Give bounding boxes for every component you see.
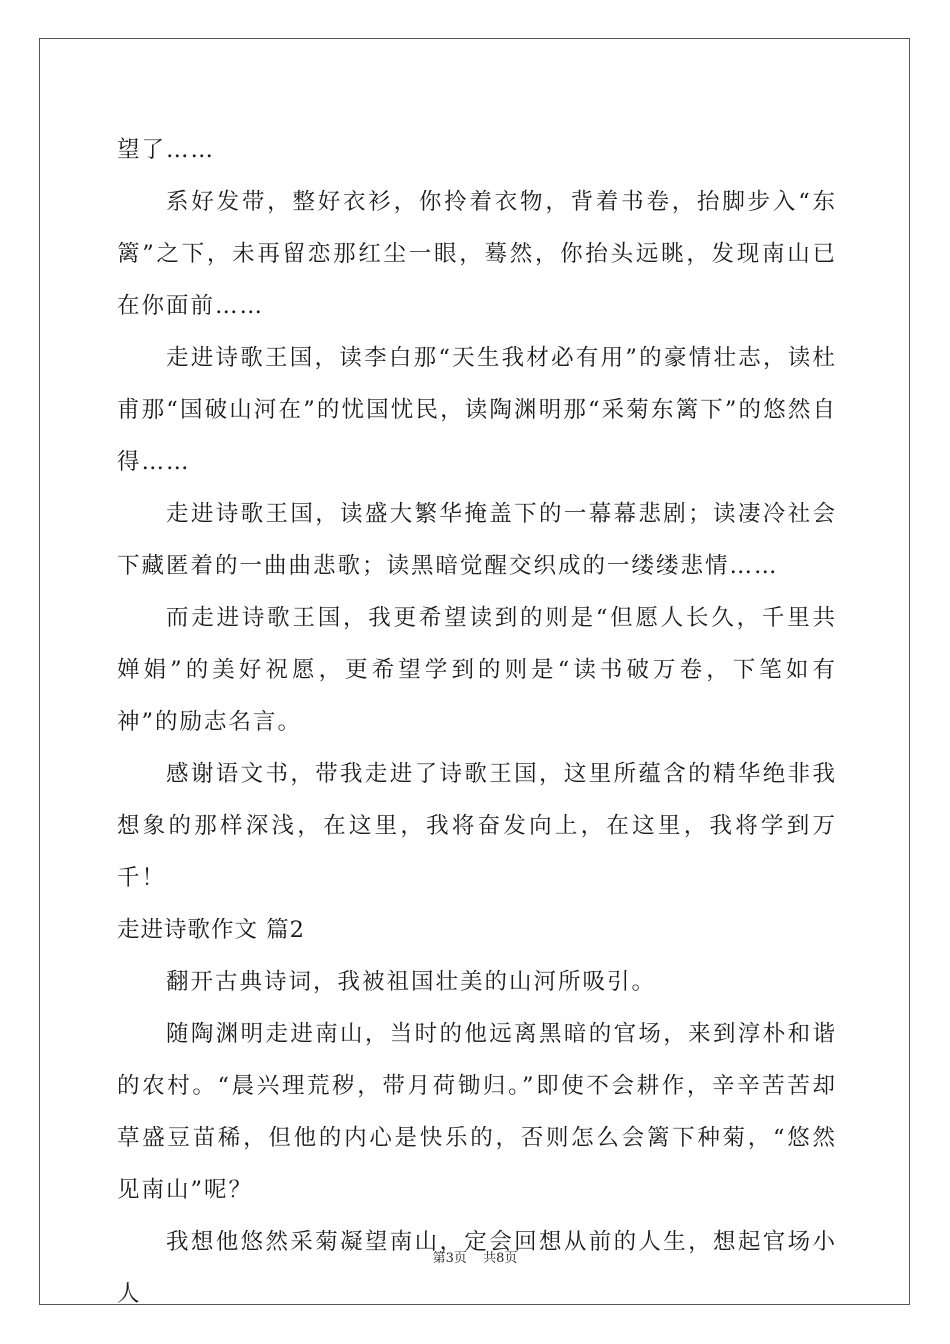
paragraph: 翻开古典诗词，我被祖国壮美的山河所吸引。: [166, 969, 657, 995]
section-heading: 走进诗歌作文 篇2: [117, 917, 305, 943]
paragraph: 望了……: [117, 137, 216, 163]
paragraph: 而走进诗歌王国，我更希望读到的则是“但愿人长久，千里共婵娟”的美好祝愿，更希望学到的则是“读书破万卷，下笔如有神”的励志名言。: [117, 605, 837, 735]
paragraph: 感谢语文书，带我走进了诗歌王国，这里所蕴含的精华绝非我想象的那样深浅，在这里，我将奋发向上，在这里，我将学到万千！: [117, 761, 837, 891]
paragraph: 系好发带，整好衣衫，你拎着衣物，背着书卷，抬脚步入“东篱”之下，未再留恋那红尘一眼，蓦然，你抬头远眺，发现南山已在你面前……: [117, 189, 837, 319]
document-body: [117, 124, 837, 1320]
paragraph: 走进诗歌王国，读李白那“天生我材必有用”的豪情壮志，读杜甫那“国破山河在”的忧国忧民，读陶渊明那“采菊东篱下”的悠然自得……: [117, 345, 837, 475]
page-number: 第3页: [432, 1251, 467, 1266]
paragraph: 我想他悠然采菊凝望南山，定会回想从前的人生，想起官场小人: [117, 1229, 837, 1307]
page-footer: [0, 1247, 950, 1266]
paragraph: 走进诗歌王国，读盛大繁华掩盖下的一幕幕悲剧；读凄冷社会下藏匿着的一曲曲悲歌；读黑暗觉醒交织成的一缕缕悲情……: [117, 501, 837, 579]
paragraph: 随陶渊明走进南山，当时的他远离黑暗的官场，来到淳朴和谐的农村。“晨兴理荒秽，带月荷锄归。”即使不会耕作，辛辛苦苦却草盛豆苗稀，但他的内心是快乐的，否则怎么会篱下种菊，“悠然见南山”呢？: [117, 1021, 837, 1203]
page-total: 共8页: [483, 1251, 518, 1266]
